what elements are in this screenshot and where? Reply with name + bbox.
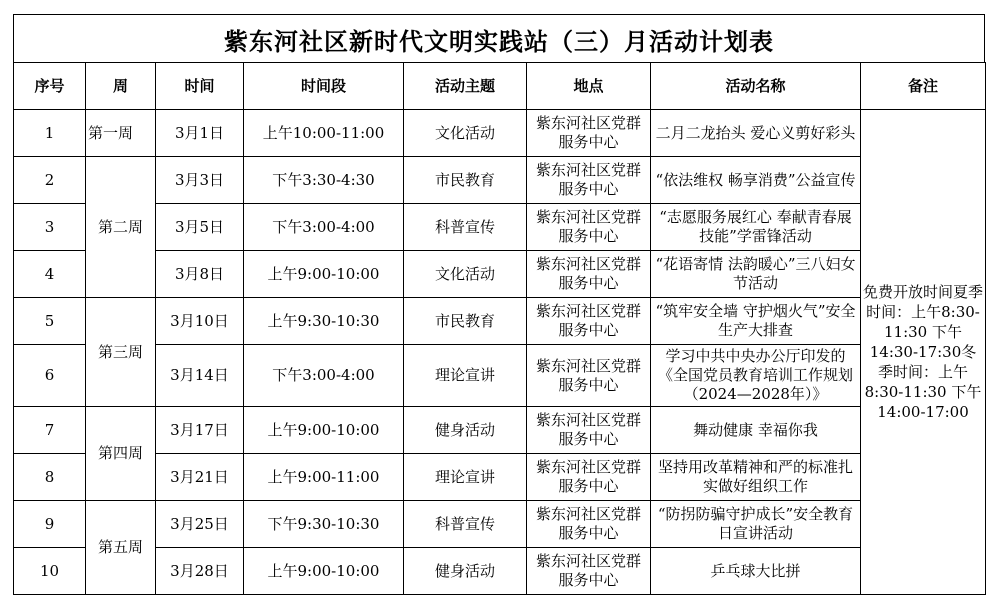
cell-place: 紫东河社区党群服务中心 (527, 345, 651, 407)
cell-slot: 上午9:00-10:00 (244, 251, 404, 298)
cell-date: 3月17日 (156, 407, 244, 454)
header-theme: 活动主题 (404, 63, 527, 110)
cell-activity-name: “依法维权 畅享消费”公益宣传 (651, 157, 861, 204)
cell-theme: 市民教育 (404, 298, 527, 345)
cell-slot: 上午9:30-10:30 (244, 298, 404, 345)
header-no: 序号 (14, 63, 86, 110)
header-slot: 时间段 (244, 63, 404, 110)
cell-place: 紫东河社区党群服务中心 (527, 454, 651, 501)
cell-slot: 上午9:00-10:00 (244, 407, 404, 454)
cell-week: 第三周 (86, 298, 156, 407)
cell-place: 紫东河社区党群服务中心 (527, 251, 651, 298)
table-row (14, 110, 986, 157)
cell-date: 3月1日 (156, 110, 244, 157)
table-row (14, 501, 986, 548)
cell-no: 7 (14, 407, 86, 454)
cell-slot: 上午10:00-11:00 (244, 110, 404, 157)
cell-week: 第五周 (86, 501, 156, 595)
cell-no: 1 (14, 110, 86, 157)
cell-theme: 理论宣讲 (404, 345, 527, 407)
cell-place: 紫东河社区党群服务中心 (527, 110, 651, 157)
cell-date: 3月21日 (156, 454, 244, 501)
cell-theme: 健身活动 (404, 407, 527, 454)
cell-date: 3月14日 (156, 345, 244, 407)
cell-activity-name: 舞动健康 幸福你我 (651, 407, 861, 454)
cell-theme: 文化活动 (404, 251, 527, 298)
table-row (14, 454, 986, 501)
cell-no: 6 (14, 345, 86, 407)
cell-activity-name: “防拐防骗守护成长”安全教育日宣讲活动 (651, 501, 861, 548)
cell-activity-name: 坚持用改革精神和严的标准扎实做好组织工作 (651, 454, 861, 501)
cell-place: 紫东河社区党群服务中心 (527, 501, 651, 548)
header-week: 周 (86, 63, 156, 110)
cell-date: 3月25日 (156, 501, 244, 548)
cell-no: 5 (14, 298, 86, 345)
cell-slot: 上午9:00-10:00 (244, 548, 404, 595)
cell-theme: 科普宣传 (404, 204, 527, 251)
cell-note: 免费开放时间夏季时间：上午8:30-11:30 下午14:30-17:30冬季时间：上午8:30-11:30 下午14:00-17:00 (861, 110, 986, 595)
cell-activity-name: “花语寄情 法韵暖心”三八妇女节活动 (651, 251, 861, 298)
table-row (14, 157, 986, 204)
table-row (14, 298, 986, 345)
cell-theme: 健身活动 (404, 548, 527, 595)
cell-slot: 下午3:30-4:30 (244, 157, 404, 204)
cell-no: 10 (14, 548, 86, 595)
cell-slot: 上午9:00-11:00 (244, 454, 404, 501)
cell-week: 第一周 (86, 110, 156, 157)
cell-activity-name: 乒乓球大比拼 (651, 548, 861, 595)
table-row (14, 407, 986, 454)
activity-plan-sheet (13, 14, 985, 603)
cell-theme: 理论宣讲 (404, 454, 527, 501)
cell-activity-name: 二月二龙抬头 爱心义剪好彩头 (651, 110, 861, 157)
cell-no: 9 (14, 501, 86, 548)
cell-week: 第二周 (86, 157, 156, 298)
cell-no: 4 (14, 251, 86, 298)
cell-place: 紫东河社区党群服务中心 (527, 548, 651, 595)
cell-slot: 下午3:00-4:00 (244, 204, 404, 251)
cell-place: 紫东河社区党群服务中心 (527, 204, 651, 251)
cell-date: 3月5日 (156, 204, 244, 251)
header-note: 备注 (861, 63, 986, 110)
cell-slot: 下午3:00-4:00 (244, 345, 404, 407)
header-place: 地点 (527, 63, 651, 110)
cell-activity-name: 学习中共中央办公厅印发的《全国党员教育培训工作规划（2024—2028年）》 (651, 345, 861, 407)
cell-place: 紫东河社区党群服务中心 (527, 157, 651, 204)
table-row (14, 251, 986, 298)
cell-no: 2 (14, 157, 86, 204)
cell-slot: 下午9:30-10:30 (244, 501, 404, 548)
cell-place: 紫东河社区党群服务中心 (527, 407, 651, 454)
cell-no: 8 (14, 454, 86, 501)
cell-theme: 文化活动 (404, 110, 527, 157)
cell-activity-name: “志愿服务展红心 奉献青春展技能”学雷锋活动 (651, 204, 861, 251)
table-row (14, 345, 986, 407)
table-row (14, 204, 986, 251)
cell-theme: 市民教育 (404, 157, 527, 204)
cell-activity-name: “筑牢安全墙 守护烟火气”安全生产大排查 (651, 298, 861, 345)
cell-no: 3 (14, 204, 86, 251)
header-date: 时间 (156, 63, 244, 110)
table-row (14, 548, 986, 595)
sheet-title: 紫东河社区新时代文明实践站（三）月活动计划表 (13, 14, 985, 63)
header-activity-name: 活动名称 (651, 63, 861, 110)
cell-date: 3月28日 (156, 548, 244, 595)
cell-date: 3月10日 (156, 298, 244, 345)
cell-date: 3月8日 (156, 251, 244, 298)
cell-place: 紫东河社区党群服务中心 (527, 298, 651, 345)
cell-theme: 科普宣传 (404, 501, 527, 548)
cell-week: 第四周 (86, 407, 156, 501)
cell-date: 3月3日 (156, 157, 244, 204)
activity-table (13, 62, 986, 595)
